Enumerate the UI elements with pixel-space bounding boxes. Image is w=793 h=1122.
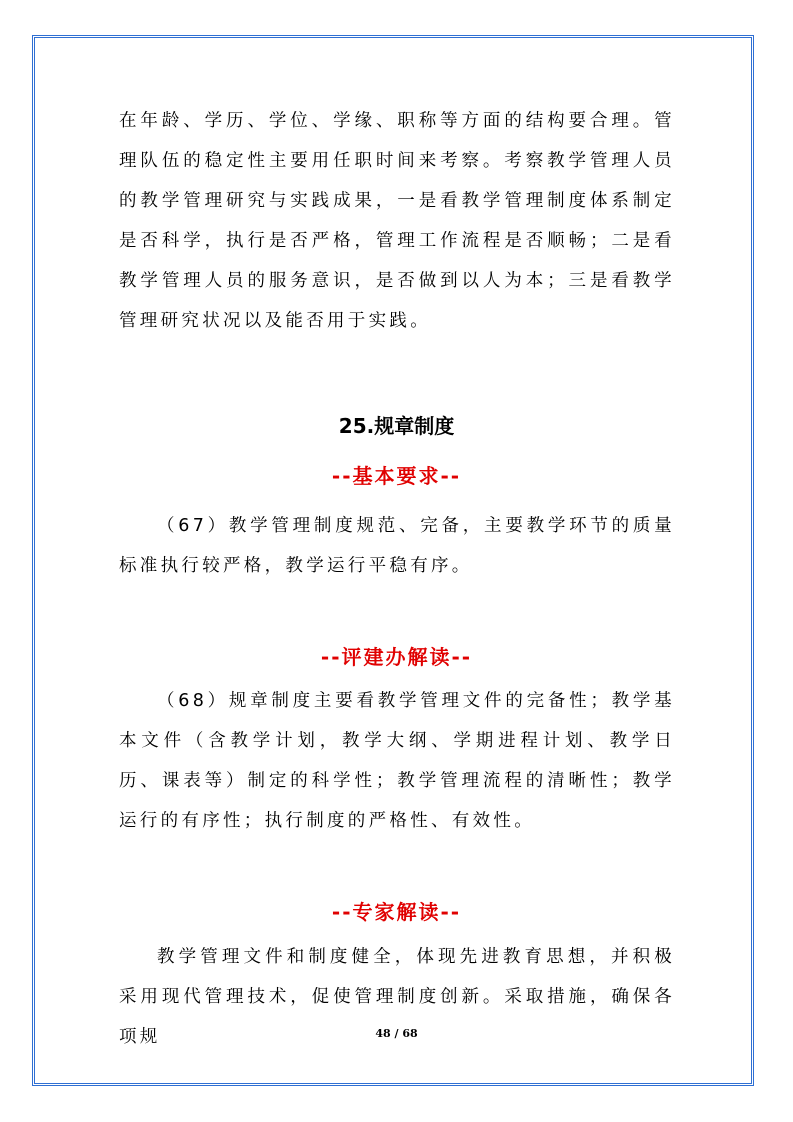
office-interpretation-heading: --评建办解读-- bbox=[320, 645, 473, 669]
intro-paragraph: 在年龄、学历、学位、学缘、职称等方面的结构要合理。管理队伍的稳定性主要用任职时间来考察。考察教学管理人员的教学管理研究与实践成果，一是看教学管理制度体系制定是否科学，执行是否严格，管理工作流程是否顺畅；二是看教学管理人员的服务意识，是否做到以人为本；三是看教学管理研究状况以及能否用于实践。 bbox=[119, 111, 675, 331]
office-interpretation-text: （68）规章制度主要看教学管理文件的完备性；教学基本文件（含教学计划，教学大纲、学期进程计划、教学日历、课表等）制定的科学性；教学管理流程的清晰性；教学运行的有序性；执行制度的严格性、有效性。 bbox=[119, 691, 675, 831]
section-title: 25.规章制度 bbox=[338, 414, 455, 438]
intro-block bbox=[119, 101, 675, 341]
expert-interpretation-text: 教学管理文件和制度健全，体现先进教育思想，并积极采用现代管理技术，促使管理制度创新。采取措施，确保各项规 bbox=[119, 947, 675, 1047]
basic-requirement-text: （67）教学管理制度规范、完备，主要教学环节的质量标准执行较严格，教学运行平稳有序。 bbox=[119, 516, 675, 576]
basic-requirement-block bbox=[119, 506, 675, 586]
office-interpretation-block bbox=[119, 681, 675, 841]
expert-interpretation-heading: --专家解读-- bbox=[331, 900, 462, 924]
page-number: 48 / 68 bbox=[375, 1027, 418, 1040]
basic-requirement-heading: --基本要求-- bbox=[331, 464, 462, 488]
